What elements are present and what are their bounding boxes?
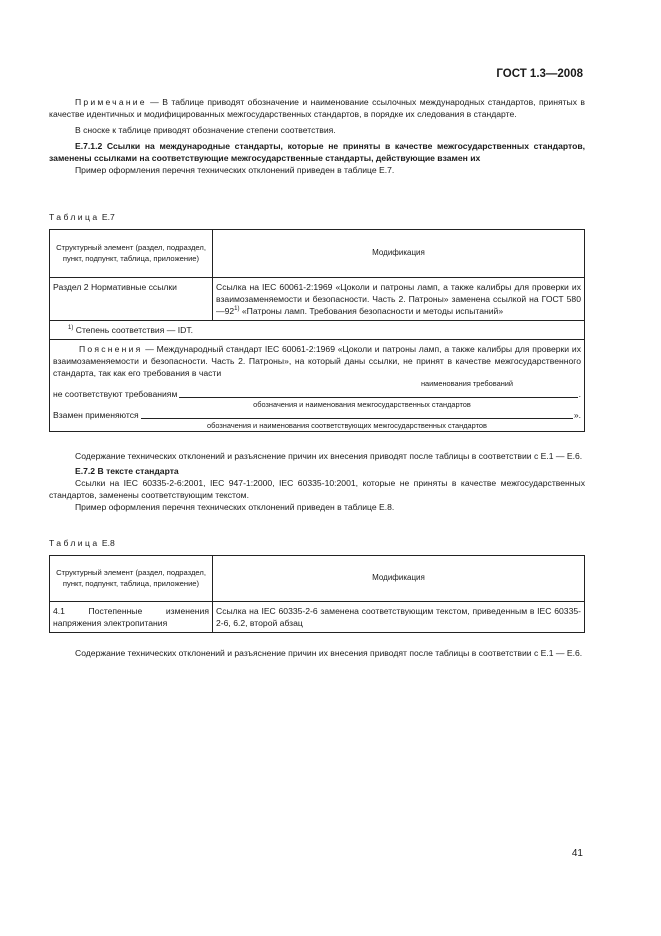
- closing-section: [49, 647, 585, 659]
- section-title: Ссылки на международные стандарты, которые не приняты в качестве межгосударственных стандартов, заменены ссылками на соответствующие межгосударственные стандарты, действующие взамен их: [49, 141, 585, 164]
- modification-text-a: Ссылка на IEC 60061-2:1969 «Цоколи и патроны ламп, а также калибры для проверки их взаимозаменяемости и безопасности. Часть 2. Патроны» заменена ссылкой на ГОСТ 580—92: [216, 282, 581, 316]
- cell-structure: Раздел 2 Нормативные ссылки: [50, 278, 213, 321]
- table-footnote: [50, 321, 585, 340]
- fill-in-label-3: Взамен применяются: [53, 410, 139, 420]
- fill-in-end-2: .: [578, 389, 581, 399]
- fill-in-label-2: не соответствуют требованиям: [53, 389, 178, 399]
- footnote-marker: 1): [234, 306, 240, 313]
- table-row: [50, 278, 585, 321]
- header-cell-modification: Модификация: [213, 230, 585, 278]
- cell-modification: [213, 278, 585, 321]
- table-e7-wrapper: [49, 229, 585, 432]
- fill-in-blank-3: [141, 409, 573, 419]
- explanation-paragraph: [53, 343, 581, 379]
- section-title: В тексте стандарта: [97, 466, 179, 477]
- references-paragraph: Ссылки на IEC 60335-2-6:2001, IEC 947-1:2000, IEC 60335-10:2001, которые не приняты в качестве межгосударственных стандартов, заменены соответствующим текстом.: [49, 478, 585, 501]
- example-paragraph: Пример оформления перечня технических отклонений приведен в таблице Е.7.: [75, 165, 395, 176]
- table-e7-caption: [49, 211, 585, 223]
- table-caption-number: Е.8: [101, 538, 115, 548]
- footnote-info-paragraph: В сноске к таблице приводят обозначение степени соответствия.: [75, 125, 336, 136]
- content-paragraph: Содержание технических отклонений и разъяснение причин их внесения приводят после таблицы в соответствии с Е.1 — Е.6.: [75, 648, 583, 658]
- section-number: Е.7.1.2: [75, 141, 103, 152]
- table-footnote-row: [50, 321, 585, 340]
- table-caption-number: Е.7: [101, 212, 115, 222]
- header-cell-structure: Структурный элемент (раздел, подраздел, пункт, подпункт, таблица, приложение): [50, 230, 213, 278]
- section-e712-heading: [49, 140, 585, 164]
- table-e7: [49, 229, 585, 432]
- note-paragraph: [49, 96, 585, 120]
- table-row: [50, 602, 585, 633]
- table-header-row: [50, 230, 585, 278]
- example-paragraph: Пример оформления перечня технических отклонений приведен в таблице Е.8.: [75, 502, 395, 513]
- header-cell-modification: Модификация: [213, 556, 585, 602]
- table-caption-word: Таблица: [49, 212, 100, 222]
- content-paragraph: Содержание технических отклонений и разъяснение причин их внесения приводят после таблицы в соответствии с Е.1 — Е.6.: [75, 451, 583, 461]
- section-number: Е.7.2: [75, 466, 96, 477]
- page-number: 41: [571, 848, 583, 859]
- table-caption-word: Таблица: [49, 538, 100, 548]
- note-label: Примечание: [75, 97, 147, 107]
- fill-in-caption-2: обозначения и наименования межгосударственных стандартов: [253, 400, 471, 409]
- intro-section: [49, 96, 585, 177]
- fill-in-end-3: ».: [573, 410, 581, 420]
- cell-structure: 4.1 Постепенные изменения напряжения электропитания: [50, 602, 213, 633]
- fill-in-blank-2: [179, 388, 577, 398]
- explanation-label: Пояснения: [79, 344, 143, 354]
- table-explanation-row: [50, 340, 585, 432]
- footnote-marker: 1): [68, 325, 74, 332]
- middle-section: [49, 450, 585, 513]
- document-code: ГОСТ 1.3—2008: [496, 68, 583, 80]
- note-text: — В таблице приводят обозначение и наименование ссылочных международных стандартов, принятых в качестве идентичных и модифицированных межгосударственных стандартов, в порядке их следования в стандарте.: [49, 97, 585, 120]
- cell-modification: Ссылка на IEC 60335-2-6 заменена соответствующим текстом, приведенным в IEC 60335-2-6, 6.2, второй абзац: [213, 602, 585, 633]
- fill-in-line-2: [53, 388, 581, 400]
- explanation-text: — Международный стандарт IEC 60061-2:1969 «Цоколи и патроны ламп, а также калибры для проверки их взаимозаменяемости и безопасности. Часть 2. Патроны», на который даны ссылки, не принят в качестве межгосударственного стандарта, так как его требования в части: [53, 344, 581, 378]
- fill-in-line-3: [53, 409, 581, 421]
- table-explanation: [50, 340, 585, 432]
- fill-in-caption-3: обозначения и наименования соответствующих межгосударственных стандартов: [207, 421, 487, 430]
- section-e72-heading: [49, 465, 585, 477]
- header-cell-structure: Структурный элемент (раздел, подраздел, пункт, подпункт, таблица, приложение): [50, 556, 213, 602]
- footnote-text: Степень соответствия — IDT.: [73, 325, 194, 335]
- table-header-row: [50, 556, 585, 602]
- table-e8-caption: [49, 537, 585, 549]
- table-e8: [49, 555, 585, 633]
- fill-in-caption-1: наименования требований: [420, 379, 514, 388]
- modification-text-b: «Патроны ламп. Требования безопасности и методы испытаний»: [239, 306, 504, 316]
- table-e8-wrapper: [49, 555, 585, 633]
